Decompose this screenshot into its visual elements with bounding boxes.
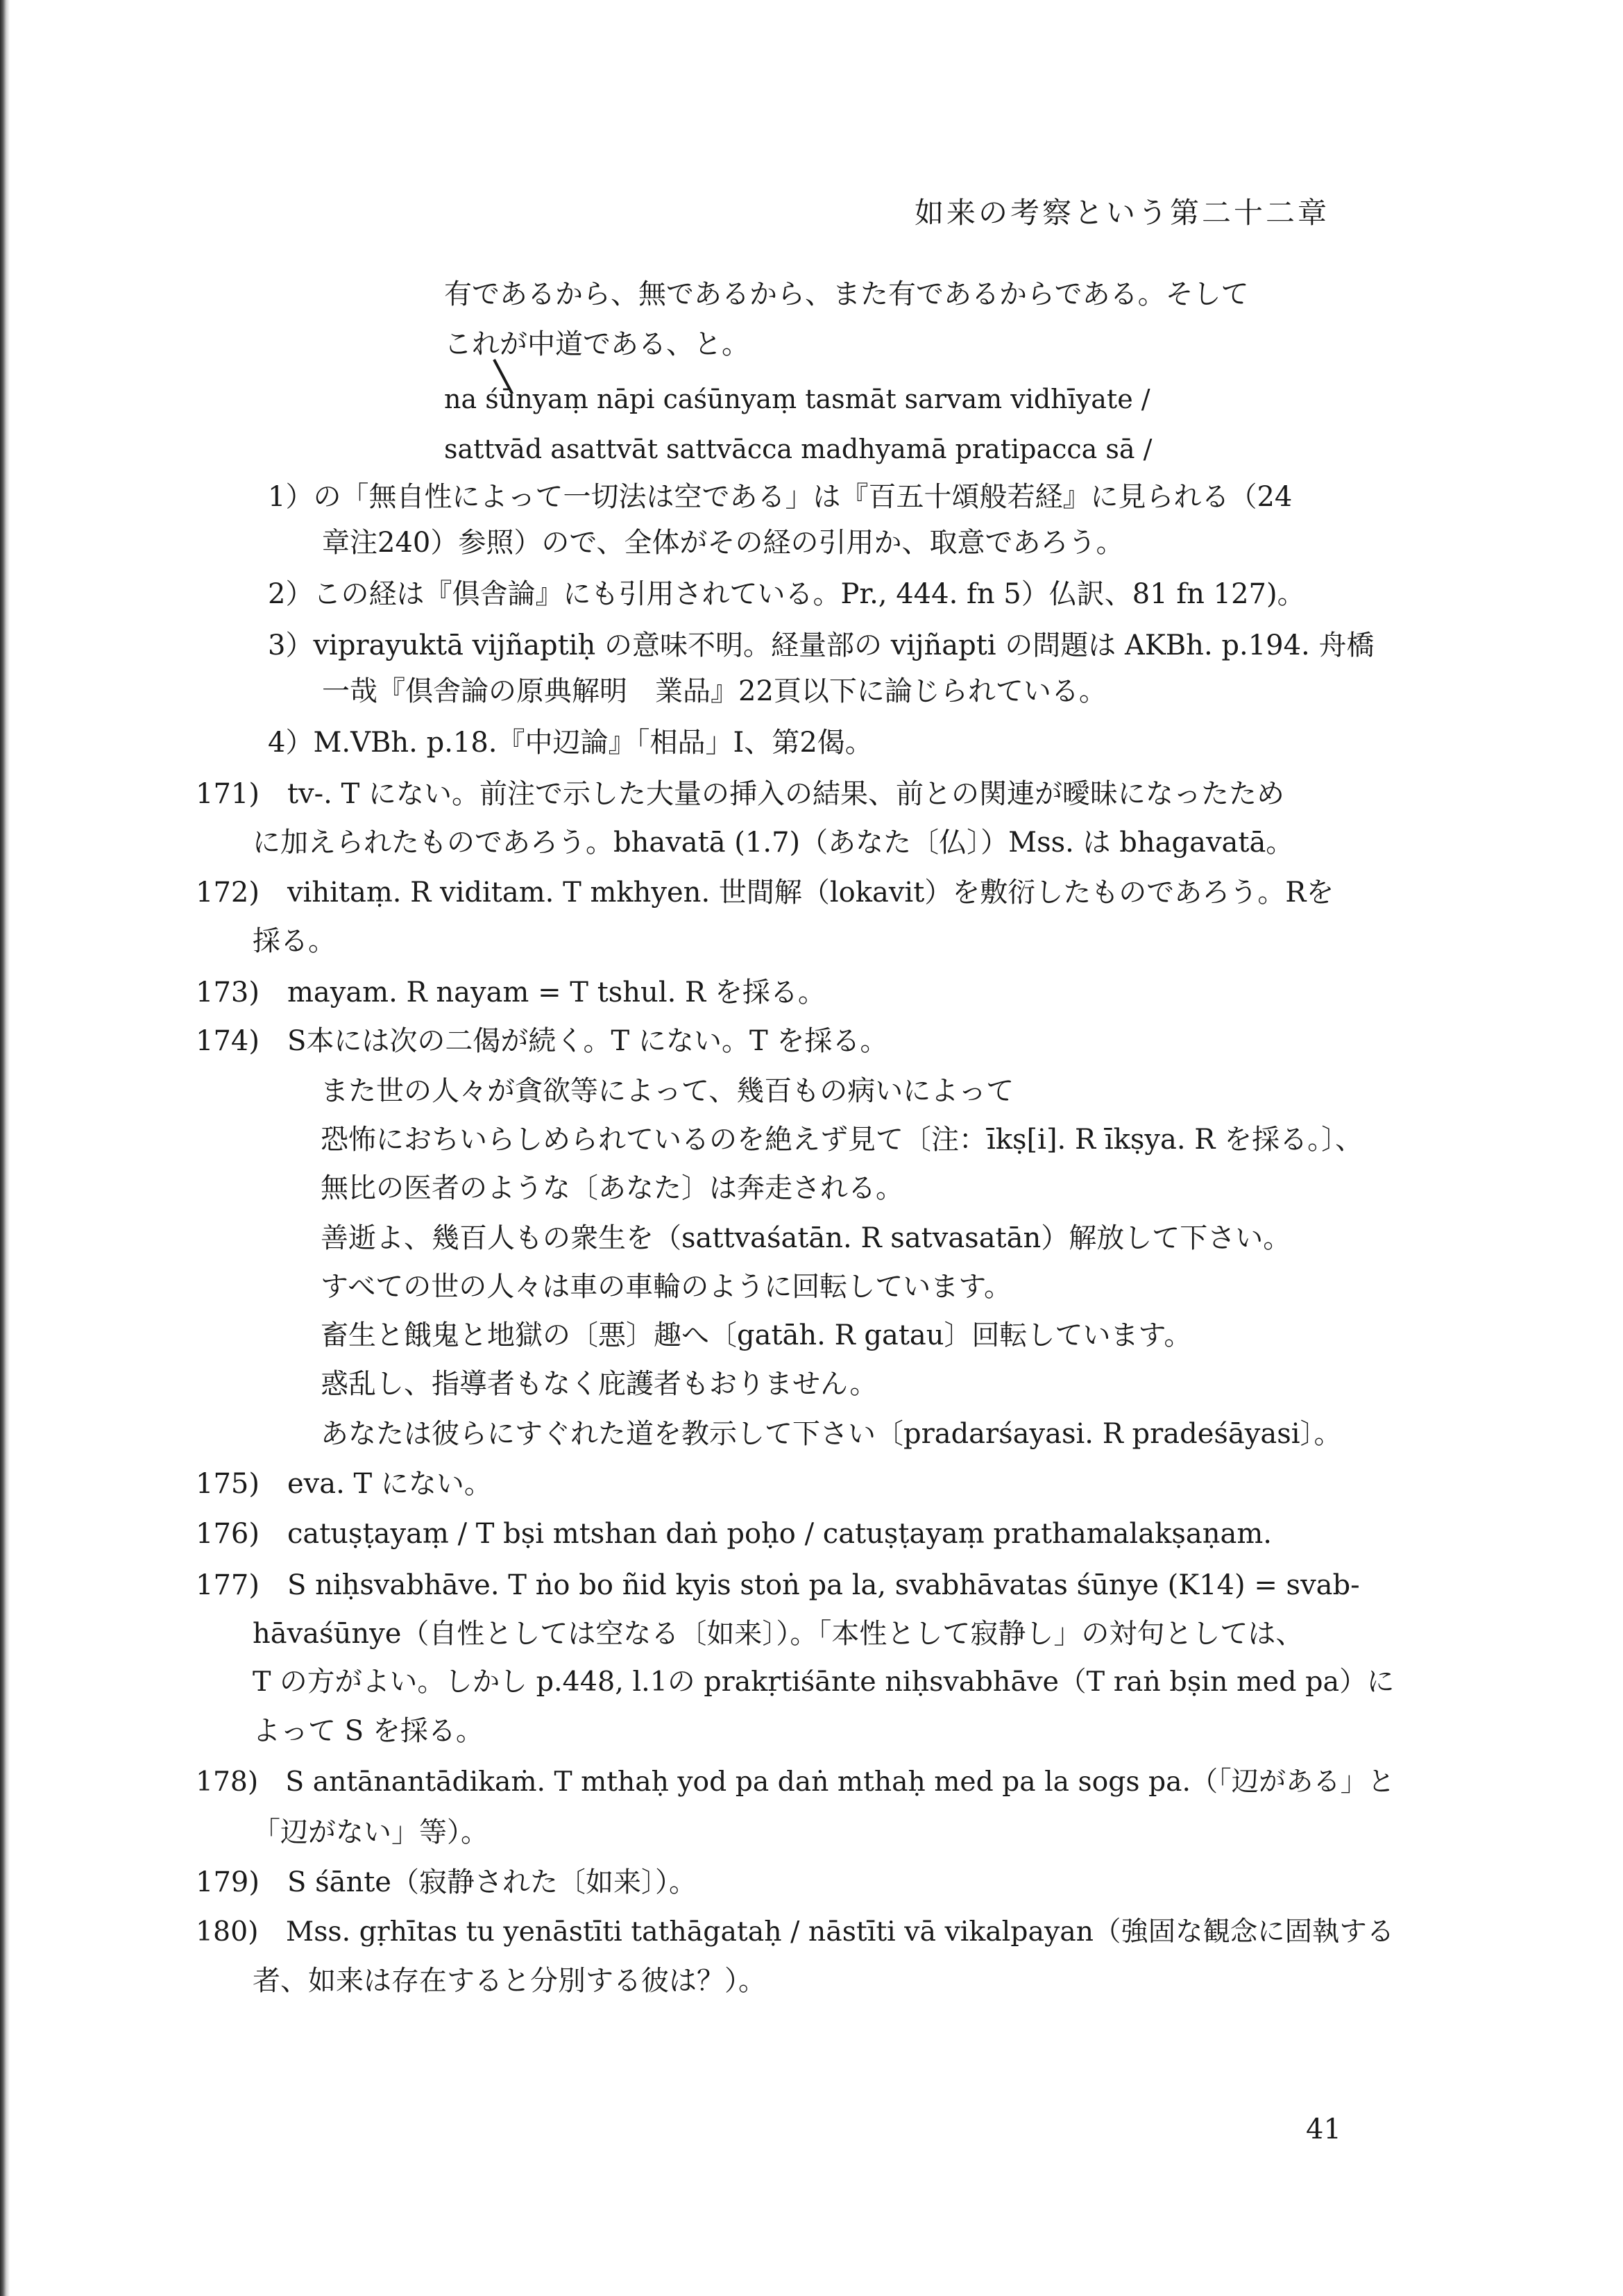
verse-translation-line: あなたは彼らにすぐれた道を教示して下さい〔pradarśayasi. R pradeśāyasi〕。 bbox=[321, 1418, 1342, 1450]
footnote-line: 172) vihitaṃ. R viditam. T mkhyen. 世間解（lokavit）を敷衍したものであろう。Rを bbox=[196, 877, 1334, 909]
footnote-line: 179) S śānte（寂静された〔如来〕）。 bbox=[196, 1866, 697, 1898]
footnote-line: 者、如来は存在すると分別する彼は？）。 bbox=[253, 1965, 766, 1997]
body-line: これが中道である、と。 bbox=[444, 328, 749, 360]
subnote-line: 2）この経は『倶舎論』にも引用されている。Pr., 444. fn 5）仏訳、81 fn 127)。 bbox=[268, 578, 1305, 610]
subnote-line: 4）M.VBh. p.18.『中辺論』「相品」I、第2偈。 bbox=[268, 727, 873, 759]
footnote-line: 「辺がない」等）。 bbox=[253, 1816, 488, 1848]
verse-translation-line: 無比の医者のような〔あなた〕は奔走される。 bbox=[321, 1172, 903, 1204]
footnote-line: に加えられたものであろう。bhavatā (1.7)（あなた〔仏〕）Mss. は bhagavatā。 bbox=[253, 827, 1294, 859]
footnote-line: hāvaśūnye（自性としては空なる〔如来〕）。「本性として寂静し」の対句としては、 bbox=[253, 1618, 1304, 1650]
sanskrit-verse-line: sattvād asattvāt sattvācca madhyamā pratipacca sā / bbox=[444, 434, 1153, 464]
subnote-line: 3）viprayuktā vijñaptiḥ の意味不明。経量部の vijñapti の問題は AKBh. p.194. 舟橋 bbox=[268, 630, 1375, 661]
subnote-line: 章注240）参照）ので、全体がその経の引用か、取意であろう。 bbox=[322, 527, 1124, 559]
verse-translation-line: 惑乱し、指導者もなく庇護者もおりません。 bbox=[321, 1368, 878, 1400]
subnote-line: 一哉『倶舎論の原典解明 業品』22頁以下に論じられている。 bbox=[322, 675, 1107, 707]
footnote-line: T の方がよい。しかし p.448, l.1の prakṛtiśānte niḥsvabhāve（T raṅ bṣin med pa）に bbox=[253, 1666, 1395, 1698]
footnote-line: よって S を採る。 bbox=[253, 1715, 484, 1747]
footnote-line: 177) S niḥsvabhāve. T ṅo bo ñid kyis stoṅ pa la, svabhāvatas śūnye (K14) = svab- bbox=[196, 1569, 1360, 1601]
footnote-line: 171) tv-. T にない。前注で示した大量の挿入の結果、前との関連が曖昧になったため bbox=[196, 778, 1284, 810]
page-binding-edge bbox=[0, 0, 10, 2296]
verse-translation-line: 恐怖におちいらしめられているのを絶えず見て〔注：īkṣ[i]. R īkṣya. R を採る。〕、 bbox=[321, 1124, 1363, 1156]
verse-translation-line: 善逝よ、幾百人もの衆生を（sattvaśatān. R satvasatān）解放して下さい。 bbox=[321, 1222, 1291, 1254]
footnote-line: 178) S antānantādikaṁ. T mthaḥ yod pa daṅ mthaḥ med pa la sogs pa.（「辺がある」と bbox=[196, 1766, 1395, 1798]
footnote-line: 175) eva. T にない。 bbox=[196, 1468, 492, 1500]
subnote-line: 1）の「無自性によって一切法は空である」は『百五十頌般若経』に見られる（24 bbox=[268, 481, 1293, 513]
footnote-line: 174) S本には次の二偈が続く。T にない。T を採る。 bbox=[196, 1025, 888, 1057]
body-line: 有であるから、無であるから、また有であるからである。そして bbox=[444, 278, 1249, 310]
footnote-line: 176) catuṣṭayaṃ / T bṣi mtshan daṅ poḥo / catuṣṭayaṃ prathamalakṣaṇam. bbox=[196, 1518, 1272, 1550]
running-header-title: 如来の考察という第二十二章 bbox=[915, 196, 1330, 230]
verse-translation-line: また世の人々が貪欲等によって、幾百もの病いによって bbox=[321, 1075, 1014, 1107]
footnote-line: 採る。 bbox=[253, 925, 336, 957]
footnote-line: 173) mayam. R nayam = T tshul. R を採る。 bbox=[196, 977, 826, 1008]
verse-translation-line: 畜生と餓鬼と地獄の〔悪〕趣へ〔gatāh. R gatau〕回転しています。 bbox=[321, 1319, 1192, 1351]
verse-translation-line: すべての世の人々は車の車輪のように回転しています。 bbox=[321, 1271, 1012, 1303]
page-number: 41 bbox=[1306, 2113, 1341, 2145]
footnote-line: 180) Mss. gṛhītas tu yenāstīti tathāgataḥ / nāstīti vā vikalpayan（強固な観念に固執する bbox=[196, 1916, 1395, 1948]
sanskrit-verse-line: na śūnyaṃ nāpi caśūnyaṃ tasmāt sarvam vidhīyate / bbox=[444, 384, 1150, 414]
